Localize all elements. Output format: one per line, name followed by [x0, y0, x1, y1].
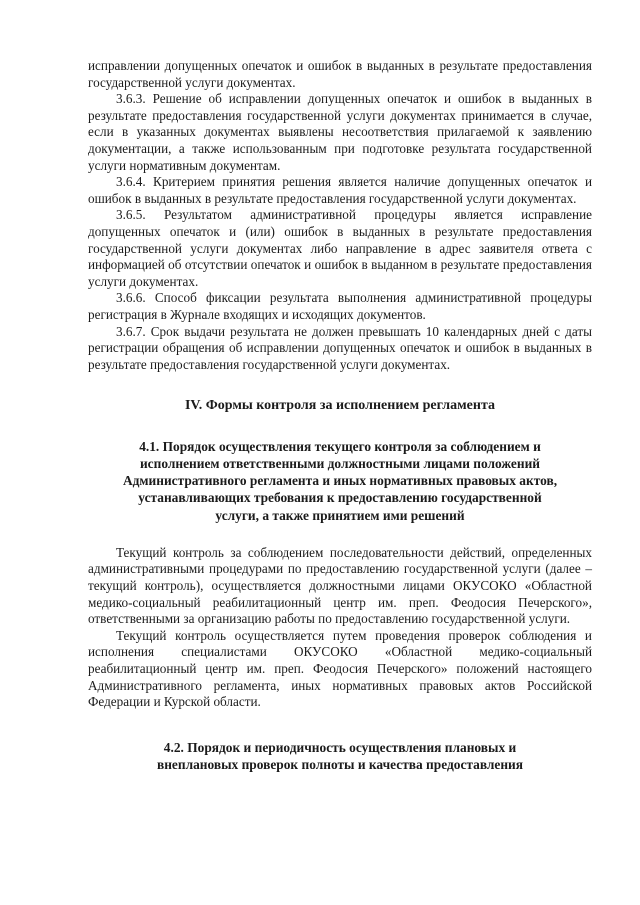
heading-line: внеплановых проверок полноты и качества предоставления — [156, 757, 524, 773]
heading-line: устанавливающих требования к предоставлению государственной — [138, 490, 542, 506]
paragraph-3-6-4: 3.6.4. Критерием принятия решения является наличие допущенных опечаток и ошибок в выданных в результате предоставления государственной услуги документах. — [88, 174, 592, 206]
heading-line: Административного регламента и иных нормативных правовых актов, — [122, 473, 558, 489]
paragraph-3-6-6: 3.6.6. Способ фиксации результата выполнения административной процедуры регистрация в Журнале входящих и исходящих документов. — [88, 290, 592, 322]
paragraph-continuation: исправлении допущенных опечаток и ошибок в выданных в результате предоставления государственной услуги документах. — [88, 58, 592, 90]
paragraph-control-method: Текущий контроль осуществляется путем проведения проверок соблюдения и исполнения специалистами ОКУСОКО «Областной медико-социальный реабилитационный центр им. преп. Феодосия Печерского» положений настоящего Административного регламента, иных нормативных правовых актов Российской Федерации и Курской области. — [88, 627, 592, 710]
section-title: IV. Формы контроля за исполнением регламента — [184, 398, 496, 414]
heading-line: услуги, а также принятием ими решений — [215, 507, 465, 523]
subsection-4-2-heading — [88, 739, 592, 773]
paragraph-3-6-3: 3.6.3. Решение об исправлении допущенных опечаток и ошибок в выданных в результате предоставления государственной услуги документах принимается в случае, если в указанных документах выявлены несоответствия прилагаемой к заявлению документации, а также использованным при подготовке результата государственной услуги нормативным документам. — [88, 91, 592, 173]
subsection-4-1-heading — [88, 438, 592, 524]
paragraph-current-control: Текущий контроль за соблюдением последовательности действий, определенных административными процедурами по предоставлению государственной услуги (далее – текущий контроль), осуществляется должностными лицами ОКУСОКО «Областной медико-социальный реабилитационный центр им. преп. Феодосия Печерского», ответственными за организацию работы по предоставлению государственной услуги. — [88, 544, 592, 627]
paragraph-3-6-7: 3.6.7. Срок выдачи результата не должен превышать 10 календарных дней с даты регистрации обращения об исправлении допущенных опечаток и ошибок в выданных в результате предоставления государственной услуги документах. — [88, 323, 592, 372]
heading-line: 4.1. Порядок осуществления текущего контроля за соблюдением и — [139, 438, 541, 454]
heading-line: 4.2. Порядок и периодичность осуществления плановых и — [163, 739, 517, 755]
heading-line: исполнением ответственными должностными лицами положений — [139, 456, 541, 472]
paragraph-3-6-5: 3.6.5. Результатом административной процедуры является исправление допущенных опечаток и (или) ошибок в выданных в результате предоставления государственной услуги документах либо направление в адрес заявителя ответа с информацией об отсутствии опечаток и ошибок в выданном в результате предоставления услуги документах. — [88, 207, 592, 289]
